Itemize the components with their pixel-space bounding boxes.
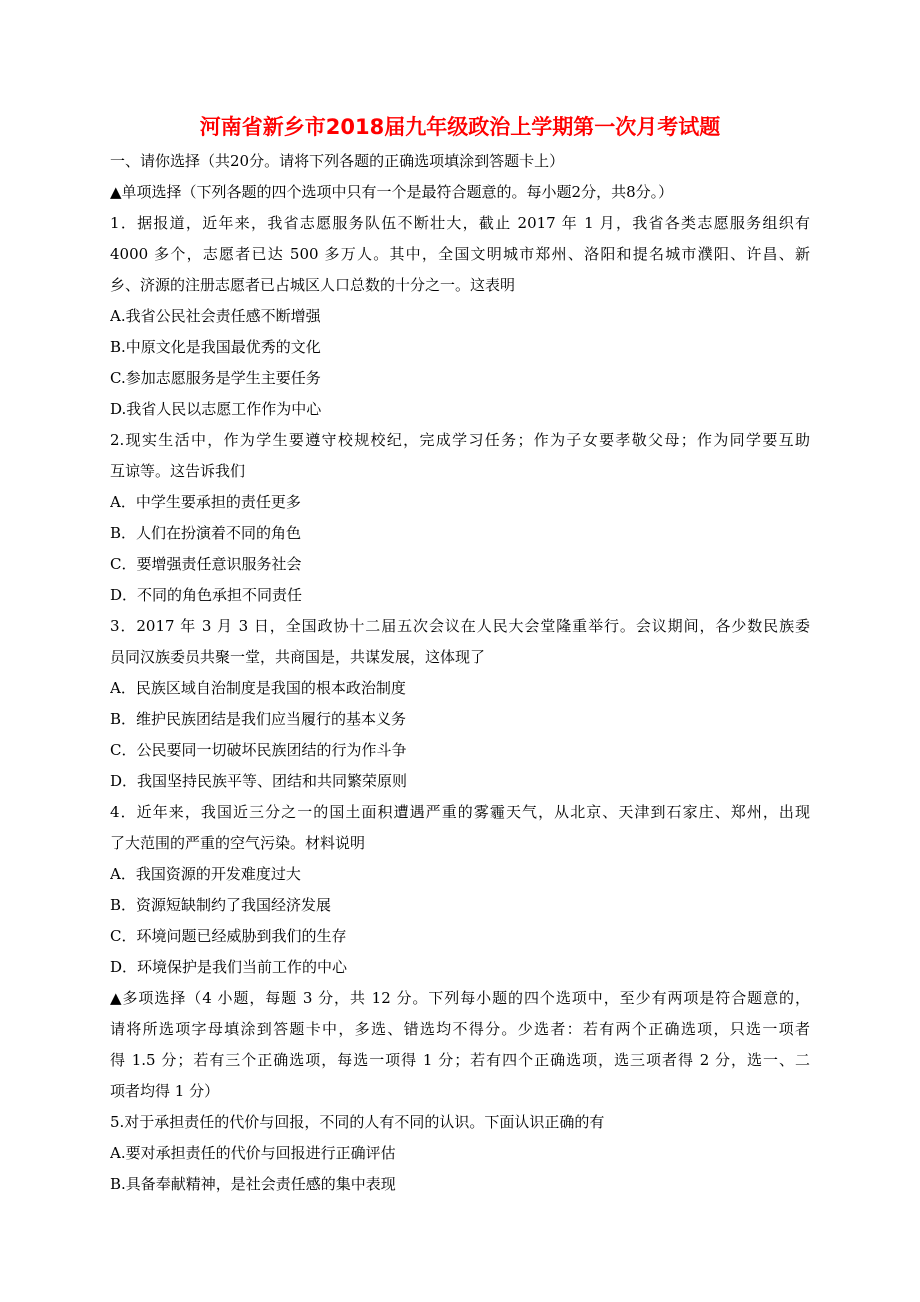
question-4-option-d: D．环境保护是我们当前工作的中心: [110, 958, 348, 976]
question-3-stem-line: 3．2017 年 3 月 3 日，全国政协十二届五次会议在人民大会堂隆重举行。会议期间，各少数民族委: [110, 617, 810, 635]
section-heading: 一、请你选择（共20分。请将下列各题的正确选项填涂到答题卡上）: [110, 152, 565, 170]
question-3-option-b: B．维护民族团结是我们应当履行的基本义务: [110, 710, 407, 728]
multi-choice-instruction-line: 得 1.5 分；若有三个正确选项，每选一项得 1 分；若有四个正确选项，选三项者得 2 分，选一、二: [110, 1051, 810, 1069]
single-choice-instruction: [110, 177, 810, 208]
triangle-marker-icon: ▲: [110, 989, 122, 1007]
question-2-stem-line: 互谅等。这告诉我们: [110, 462, 246, 480]
question-5-option-b: B.具备奉献精神，是社会责任感的集中表现: [110, 1175, 396, 1193]
question-1-option-c: C.参加志愿服务是学生主要任务: [110, 369, 321, 387]
question-4-option-a: A．我国资源的开发难度过大: [110, 865, 301, 883]
question-1-option-d: D.我省人民以志愿工作作为中心: [110, 400, 322, 418]
question-3-option-a: A．民族区域自治制度是我国的根本政治制度: [110, 679, 406, 697]
question-3-stem-line: 员同汉族委员共聚一堂，共商国是，共谋发展，这体现了: [110, 648, 486, 666]
question-2-stem-line: 2.现实生活中，作为学生要遵守校规校纪，完成学习任务；作为子女要孝敬父母；作为同学要互助: [110, 431, 810, 449]
multi-choice-instruction-line: 请将所选项字母填涂到答题卡中，多选、错选均不得分。少选者：若有两个正确选项，只选一项者: [110, 1020, 810, 1038]
question-4-option-b: B．资源短缺制约了我国经济发展: [110, 896, 332, 914]
question-5-stem-line: 5.对于承担责任的代价与回报，不同的人有不同的认识。下面认识正确的有: [110, 1113, 605, 1131]
question-2-option-c: C．要增强责任意识服务社会: [110, 555, 302, 573]
question-2-option-b: B．人们在扮演着不同的角色: [110, 524, 302, 542]
triangle-marker-icon: ▲: [110, 183, 122, 201]
question-4-stem-line: 了大范围的严重的空气污染。材料说明: [110, 834, 366, 852]
question-2-option-a: A．中学生要承担的责任更多: [110, 493, 301, 511]
question-1-option-b: B.中原文化是我国最优秀的文化: [110, 338, 321, 356]
question-1-option-a: A.我省公民社会责任感不断增强: [110, 307, 321, 325]
exam-body: [110, 146, 810, 1200]
page-title: 河南省新乡市2018届九年级政治上学期第一次月考试题: [199, 115, 721, 139]
question-1-stem-line: 1．据报道，近年来，我省志愿服务队伍不断壮大，截止 2017 年 1 月，我省各类志愿服务组织有: [110, 214, 810, 232]
multi-choice-instruction-text: 多项选择（4 小题，每题 3 分，共 12 分。下列每小题的四个选项中，至少有两项是符合题意的，: [121, 989, 810, 1007]
single-choice-instruction-text: 单项选择（下列各题的四个选项中只有一个是最符合题意的。每小题2分，共8分。）: [121, 183, 674, 201]
question-2-option-d: D．不同的角色承担不同责任: [110, 586, 303, 604]
question-4-stem-line: 4．近年来，我国近三分之一的国土面积遭遇严重的雾霾天气，从北京、天津到石家庄、郑州，出现: [110, 803, 810, 821]
question-1-stem-line: 乡、济源的注册志愿者已占城区人口总数的十分之一。这表明: [110, 276, 516, 294]
question-3-option-d: D．我国坚持民族平等、团结和共同繁荣原则: [110, 772, 408, 790]
question-5-option-a: A.要对承担责任的代价与回报进行正确评估: [110, 1144, 396, 1162]
multi-choice-instruction-line: 项者均得 1 分）: [110, 1082, 220, 1100]
multi-choice-instruction: [110, 983, 810, 1014]
question-3-option-c: C．公民要同一切破坏民族团结的行为作斗争: [110, 741, 407, 759]
question-1-stem-line: 4000 多个，志愿者已达 500 多万人。其中，全国文明城市郑州、洛阳和提名城市濮阳、许昌、新: [110, 245, 810, 263]
question-4-option-c: C．环境问题已经威胁到我们的生存: [110, 927, 347, 945]
